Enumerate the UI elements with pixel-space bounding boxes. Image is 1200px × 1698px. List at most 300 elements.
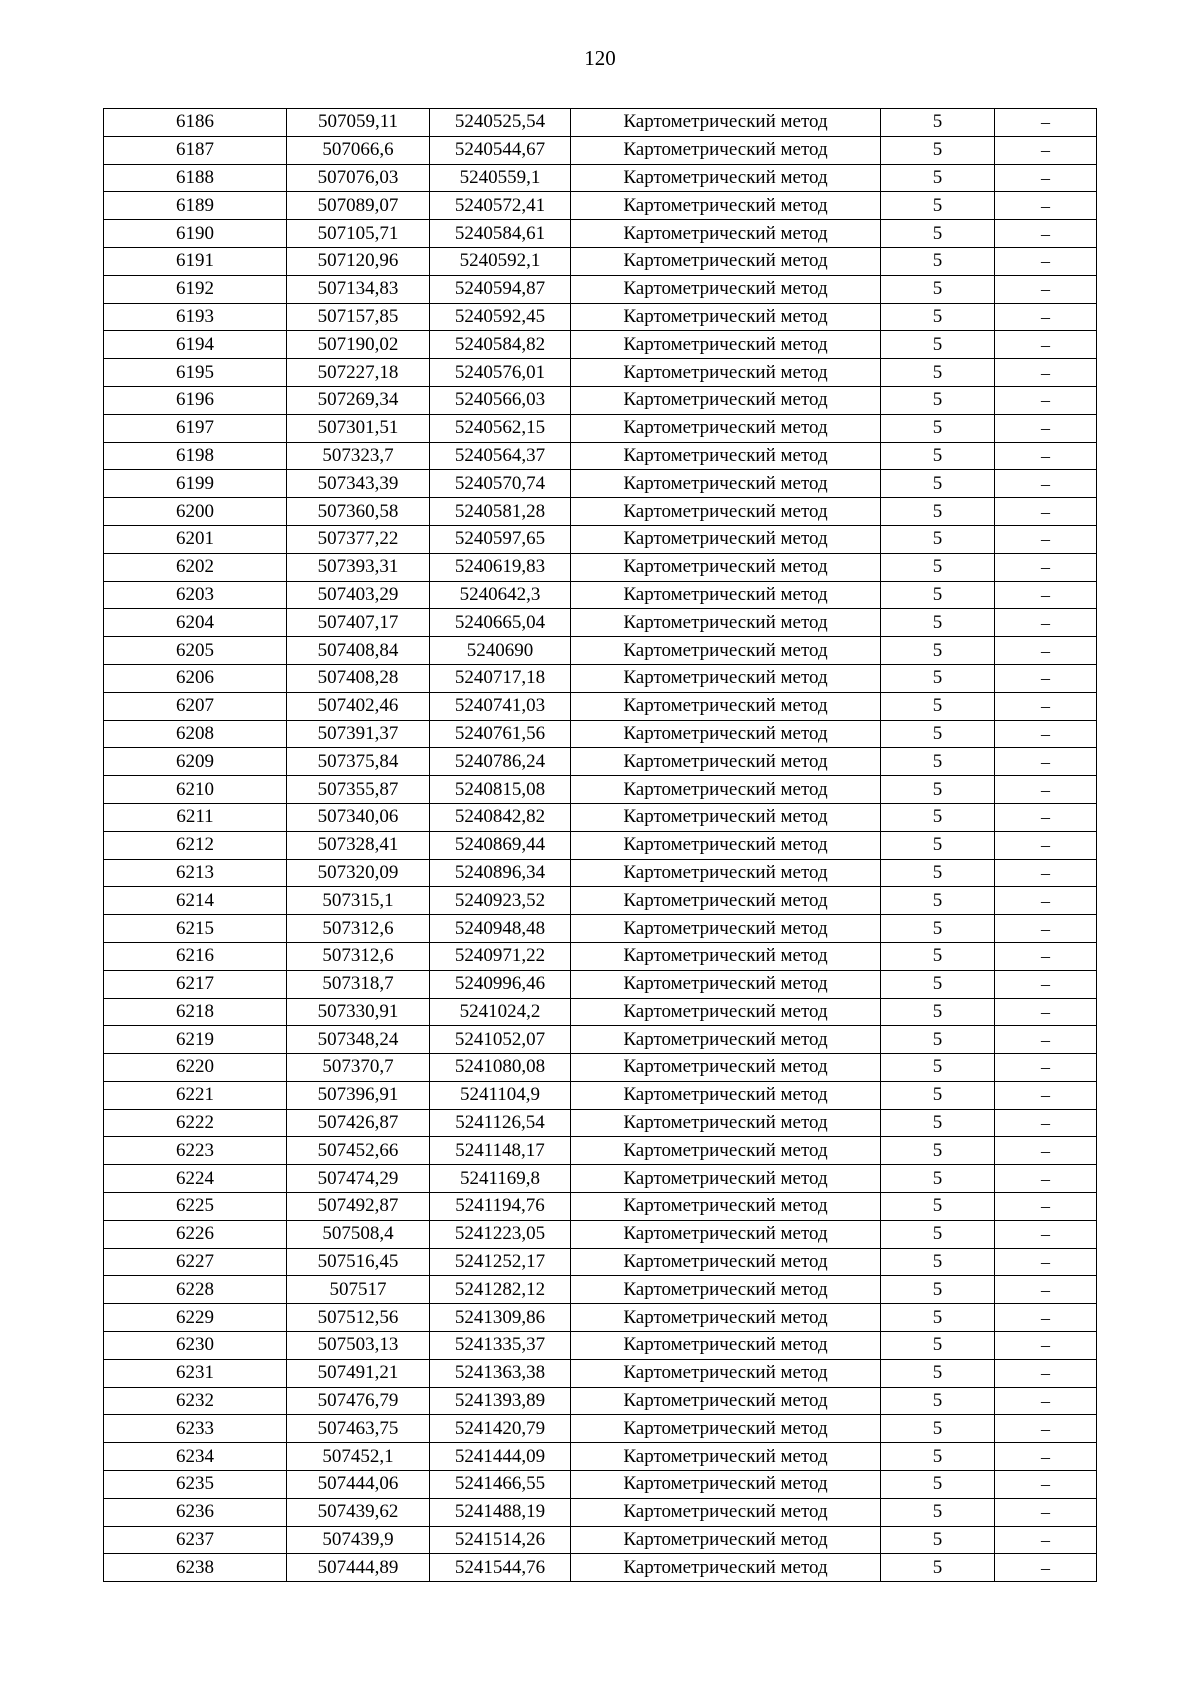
x-coordinate-cell: 507328,41 xyxy=(287,831,430,859)
table-row xyxy=(104,442,1097,470)
table-row xyxy=(104,915,1097,943)
x-coordinate-cell: 507227,18 xyxy=(287,359,430,387)
coordinates-table xyxy=(103,108,1097,1582)
point-number-cell: 6196 xyxy=(104,386,287,414)
table-row xyxy=(104,220,1097,248)
table-row xyxy=(104,1248,1097,1276)
table-row xyxy=(104,1054,1097,1082)
note-cell: – xyxy=(995,359,1097,387)
x-coordinate-cell: 507377,22 xyxy=(287,525,430,553)
table-row xyxy=(104,136,1097,164)
table-row xyxy=(104,1137,1097,1165)
x-coordinate-cell: 507323,7 xyxy=(287,442,430,470)
note-cell: – xyxy=(995,553,1097,581)
method-cell: Картометрический метод xyxy=(571,275,881,303)
table-row xyxy=(104,859,1097,887)
accuracy-cell: 5 xyxy=(881,692,995,720)
method-cell: Картометрический метод xyxy=(571,136,881,164)
method-cell: Картометрический метод xyxy=(571,998,881,1026)
point-number-cell: 6230 xyxy=(104,1332,287,1360)
accuracy-cell: 5 xyxy=(881,942,995,970)
note-cell: – xyxy=(995,748,1097,776)
point-number-cell: 6197 xyxy=(104,414,287,442)
x-coordinate-cell: 507315,1 xyxy=(287,887,430,915)
method-cell: Картометрический метод xyxy=(571,1387,881,1415)
point-number-cell: 6194 xyxy=(104,331,287,359)
y-coordinate-cell: 5240564,37 xyxy=(430,442,571,470)
point-number-cell: 6192 xyxy=(104,275,287,303)
y-coordinate-cell: 5241282,12 xyxy=(430,1276,571,1304)
y-coordinate-cell: 5241148,17 xyxy=(430,1137,571,1165)
x-coordinate-cell: 507089,07 xyxy=(287,192,430,220)
table-row xyxy=(104,664,1097,692)
table-row xyxy=(104,720,1097,748)
y-coordinate-cell: 5240584,61 xyxy=(430,220,571,248)
accuracy-cell: 5 xyxy=(881,1304,995,1332)
note-cell: – xyxy=(995,720,1097,748)
y-coordinate-cell: 5240570,74 xyxy=(430,470,571,498)
x-coordinate-cell: 507370,7 xyxy=(287,1054,430,1082)
note-cell: – xyxy=(995,1415,1097,1443)
table-row xyxy=(104,1387,1097,1415)
y-coordinate-cell: 5240869,44 xyxy=(430,831,571,859)
note-cell: – xyxy=(995,1359,1097,1387)
y-coordinate-cell: 5240923,52 xyxy=(430,887,571,915)
x-coordinate-cell: 507439,62 xyxy=(287,1498,430,1526)
note-cell: – xyxy=(995,887,1097,915)
x-coordinate-cell: 507348,24 xyxy=(287,1026,430,1054)
method-cell: Картометрический метод xyxy=(571,1415,881,1443)
x-coordinate-cell: 507402,46 xyxy=(287,692,430,720)
point-number-cell: 6208 xyxy=(104,720,287,748)
point-number-cell: 6193 xyxy=(104,303,287,331)
method-cell: Картометрический метод xyxy=(571,831,881,859)
note-cell: – xyxy=(995,859,1097,887)
x-coordinate-cell: 507066,6 xyxy=(287,136,430,164)
point-number-cell: 6228 xyxy=(104,1276,287,1304)
point-number-cell: 6237 xyxy=(104,1526,287,1554)
point-number-cell: 6210 xyxy=(104,776,287,804)
x-coordinate-cell: 507312,6 xyxy=(287,915,430,943)
accuracy-cell: 5 xyxy=(881,1109,995,1137)
method-cell: Картометрический метод xyxy=(571,1109,881,1137)
point-number-cell: 6205 xyxy=(104,637,287,665)
y-coordinate-cell: 5240665,04 xyxy=(430,609,571,637)
table-row xyxy=(104,1109,1097,1137)
y-coordinate-cell: 5240948,48 xyxy=(430,915,571,943)
table-row xyxy=(104,803,1097,831)
x-coordinate-cell: 507360,58 xyxy=(287,498,430,526)
x-coordinate-cell: 507444,89 xyxy=(287,1554,430,1582)
method-cell: Картометрический метод xyxy=(571,470,881,498)
table-row xyxy=(104,1526,1097,1554)
x-coordinate-cell: 507340,06 xyxy=(287,803,430,831)
accuracy-cell: 5 xyxy=(881,1471,995,1499)
point-number-cell: 6195 xyxy=(104,359,287,387)
accuracy-cell: 5 xyxy=(881,1054,995,1082)
y-coordinate-cell: 5241194,76 xyxy=(430,1193,571,1221)
table-row xyxy=(104,887,1097,915)
note-cell: – xyxy=(995,637,1097,665)
point-number-cell: 6226 xyxy=(104,1220,287,1248)
point-number-cell: 6227 xyxy=(104,1248,287,1276)
x-coordinate-cell: 507403,29 xyxy=(287,581,430,609)
x-coordinate-cell: 507517 xyxy=(287,1276,430,1304)
accuracy-cell: 5 xyxy=(881,609,995,637)
note-cell: – xyxy=(995,831,1097,859)
x-coordinate-cell: 507408,84 xyxy=(287,637,430,665)
y-coordinate-cell: 5240581,28 xyxy=(430,498,571,526)
point-number-cell: 6186 xyxy=(104,109,287,137)
method-cell: Картометрический метод xyxy=(571,748,881,776)
accuracy-cell: 5 xyxy=(881,442,995,470)
point-number-cell: 6214 xyxy=(104,887,287,915)
method-cell: Картометрический метод xyxy=(571,776,881,804)
point-number-cell: 6234 xyxy=(104,1443,287,1471)
note-cell: – xyxy=(995,331,1097,359)
table-row xyxy=(104,525,1097,553)
note-cell: – xyxy=(995,136,1097,164)
note-cell: – xyxy=(995,609,1097,637)
point-number-cell: 6233 xyxy=(104,1415,287,1443)
accuracy-cell: 5 xyxy=(881,1248,995,1276)
accuracy-cell: 5 xyxy=(881,1276,995,1304)
accuracy-cell: 5 xyxy=(881,303,995,331)
x-coordinate-cell: 507190,02 xyxy=(287,331,430,359)
note-cell: – xyxy=(995,1276,1097,1304)
table-row xyxy=(104,331,1097,359)
method-cell: Картометрический метод xyxy=(571,1248,881,1276)
point-number-cell: 6199 xyxy=(104,470,287,498)
x-coordinate-cell: 507492,87 xyxy=(287,1193,430,1221)
method-cell: Картометрический метод xyxy=(571,1526,881,1554)
note-cell: – xyxy=(995,1443,1097,1471)
x-coordinate-cell: 507330,91 xyxy=(287,998,430,1026)
note-cell: – xyxy=(995,664,1097,692)
method-cell: Картометрический метод xyxy=(571,1081,881,1109)
table-row xyxy=(104,359,1097,387)
y-coordinate-cell: 5240576,01 xyxy=(430,359,571,387)
y-coordinate-cell: 5241444,09 xyxy=(430,1443,571,1471)
table-row xyxy=(104,692,1097,720)
point-number-cell: 6219 xyxy=(104,1026,287,1054)
accuracy-cell: 5 xyxy=(881,1332,995,1360)
note-cell: – xyxy=(995,1554,1097,1582)
point-number-cell: 6187 xyxy=(104,136,287,164)
y-coordinate-cell: 5241169,8 xyxy=(430,1165,571,1193)
table-row xyxy=(104,1165,1097,1193)
y-coordinate-cell: 5241488,19 xyxy=(430,1498,571,1526)
x-coordinate-cell: 507426,87 xyxy=(287,1109,430,1137)
accuracy-cell: 5 xyxy=(881,553,995,581)
accuracy-cell: 5 xyxy=(881,109,995,137)
method-cell: Картометрический метод xyxy=(571,915,881,943)
point-number-cell: 6209 xyxy=(104,748,287,776)
accuracy-cell: 5 xyxy=(881,136,995,164)
note-cell: – xyxy=(995,998,1097,1026)
method-cell: Картометрический метод xyxy=(571,303,881,331)
y-coordinate-cell: 5240592,45 xyxy=(430,303,571,331)
method-cell: Картометрический метод xyxy=(571,1332,881,1360)
y-coordinate-cell: 5241223,05 xyxy=(430,1220,571,1248)
accuracy-cell: 5 xyxy=(881,581,995,609)
point-number-cell: 6202 xyxy=(104,553,287,581)
accuracy-cell: 5 xyxy=(881,220,995,248)
point-number-cell: 6236 xyxy=(104,1498,287,1526)
note-cell: – xyxy=(995,1471,1097,1499)
accuracy-cell: 5 xyxy=(881,1498,995,1526)
method-cell: Картометрический метод xyxy=(571,1137,881,1165)
y-coordinate-cell: 5241335,37 xyxy=(430,1332,571,1360)
note-cell: – xyxy=(995,109,1097,137)
note-cell: – xyxy=(995,164,1097,192)
method-cell: Картометрический метод xyxy=(571,442,881,470)
x-coordinate-cell: 507355,87 xyxy=(287,776,430,804)
note-cell: – xyxy=(995,1193,1097,1221)
x-coordinate-cell: 507393,31 xyxy=(287,553,430,581)
method-cell: Картометрический метод xyxy=(571,164,881,192)
point-number-cell: 6201 xyxy=(104,525,287,553)
point-number-cell: 6211 xyxy=(104,803,287,831)
note-cell: – xyxy=(995,386,1097,414)
point-number-cell: 6238 xyxy=(104,1554,287,1582)
method-cell: Картометрический метод xyxy=(571,1443,881,1471)
note-cell: – xyxy=(995,581,1097,609)
note-cell: – xyxy=(995,525,1097,553)
note-cell: – xyxy=(995,1137,1097,1165)
point-number-cell: 6222 xyxy=(104,1109,287,1137)
note-cell: – xyxy=(995,776,1097,804)
table-row xyxy=(104,970,1097,998)
method-cell: Картометрический метод xyxy=(571,1359,881,1387)
y-coordinate-cell: 5240572,41 xyxy=(430,192,571,220)
y-coordinate-cell: 5241052,07 xyxy=(430,1026,571,1054)
table-row xyxy=(104,414,1097,442)
accuracy-cell: 5 xyxy=(881,915,995,943)
x-coordinate-cell: 507516,45 xyxy=(287,1248,430,1276)
table-row xyxy=(104,942,1097,970)
accuracy-cell: 5 xyxy=(881,1526,995,1554)
y-coordinate-cell: 5241544,76 xyxy=(430,1554,571,1582)
point-number-cell: 6223 xyxy=(104,1137,287,1165)
note-cell: – xyxy=(995,247,1097,275)
accuracy-cell: 5 xyxy=(881,525,995,553)
note-cell: – xyxy=(995,1165,1097,1193)
note-cell: – xyxy=(995,1054,1097,1082)
accuracy-cell: 5 xyxy=(881,887,995,915)
note-cell: – xyxy=(995,942,1097,970)
x-coordinate-cell: 507318,7 xyxy=(287,970,430,998)
accuracy-cell: 5 xyxy=(881,1026,995,1054)
table-row xyxy=(104,553,1097,581)
point-number-cell: 6203 xyxy=(104,581,287,609)
point-number-cell: 6231 xyxy=(104,1359,287,1387)
y-coordinate-cell: 5240642,3 xyxy=(430,581,571,609)
y-coordinate-cell: 5240690 xyxy=(430,637,571,665)
method-cell: Картометрический метод xyxy=(571,359,881,387)
table-body xyxy=(104,109,1097,1582)
x-coordinate-cell: 507391,37 xyxy=(287,720,430,748)
method-cell: Картометрический метод xyxy=(571,637,881,665)
point-number-cell: 6212 xyxy=(104,831,287,859)
x-coordinate-cell: 507407,17 xyxy=(287,609,430,637)
y-coordinate-cell: 5240544,67 xyxy=(430,136,571,164)
accuracy-cell: 5 xyxy=(881,998,995,1026)
accuracy-cell: 5 xyxy=(881,664,995,692)
y-coordinate-cell: 5240562,15 xyxy=(430,414,571,442)
x-coordinate-cell: 507320,09 xyxy=(287,859,430,887)
y-coordinate-cell: 5241363,38 xyxy=(430,1359,571,1387)
accuracy-cell: 5 xyxy=(881,720,995,748)
point-number-cell: 6217 xyxy=(104,970,287,998)
note-cell: – xyxy=(995,192,1097,220)
y-coordinate-cell: 5241252,17 xyxy=(430,1248,571,1276)
y-coordinate-cell: 5240619,83 xyxy=(430,553,571,581)
table-row xyxy=(104,498,1097,526)
y-coordinate-cell: 5240761,56 xyxy=(430,720,571,748)
method-cell: Картометрический метод xyxy=(571,247,881,275)
table-row xyxy=(104,776,1097,804)
table-row xyxy=(104,303,1097,331)
method-cell: Картометрический метод xyxy=(571,609,881,637)
accuracy-cell: 5 xyxy=(881,1443,995,1471)
point-number-cell: 6215 xyxy=(104,915,287,943)
y-coordinate-cell: 5241104,9 xyxy=(430,1081,571,1109)
table-row xyxy=(104,1498,1097,1526)
y-coordinate-cell: 5240842,82 xyxy=(430,803,571,831)
note-cell: – xyxy=(995,1387,1097,1415)
note-cell: – xyxy=(995,1498,1097,1526)
note-cell: – xyxy=(995,803,1097,831)
point-number-cell: 6216 xyxy=(104,942,287,970)
y-coordinate-cell: 5241126,54 xyxy=(430,1109,571,1137)
table-row xyxy=(104,1471,1097,1499)
accuracy-cell: 5 xyxy=(881,247,995,275)
point-number-cell: 6200 xyxy=(104,498,287,526)
table-row xyxy=(104,1443,1097,1471)
method-cell: Картометрический метод xyxy=(571,942,881,970)
table-row xyxy=(104,831,1097,859)
accuracy-cell: 5 xyxy=(881,776,995,804)
table-row xyxy=(104,1081,1097,1109)
accuracy-cell: 5 xyxy=(881,470,995,498)
point-number-cell: 6188 xyxy=(104,164,287,192)
accuracy-cell: 5 xyxy=(881,331,995,359)
y-coordinate-cell: 5240559,1 xyxy=(430,164,571,192)
note-cell: – xyxy=(995,470,1097,498)
x-coordinate-cell: 507452,66 xyxy=(287,1137,430,1165)
table-row xyxy=(104,581,1097,609)
point-number-cell: 6224 xyxy=(104,1165,287,1193)
point-number-cell: 6213 xyxy=(104,859,287,887)
note-cell: – xyxy=(995,275,1097,303)
table-row xyxy=(104,192,1097,220)
method-cell: Картометрический метод xyxy=(571,386,881,414)
method-cell: Картометрический метод xyxy=(571,1220,881,1248)
method-cell: Картометрический метод xyxy=(571,1193,881,1221)
x-coordinate-cell: 507343,39 xyxy=(287,470,430,498)
note-cell: – xyxy=(995,970,1097,998)
x-coordinate-cell: 507076,03 xyxy=(287,164,430,192)
method-cell: Картометрический метод xyxy=(571,887,881,915)
accuracy-cell: 5 xyxy=(881,803,995,831)
method-cell: Картометрический метод xyxy=(571,498,881,526)
note-cell: – xyxy=(995,1026,1097,1054)
table-row xyxy=(104,1554,1097,1582)
point-number-cell: 6229 xyxy=(104,1304,287,1332)
method-cell: Картометрический метод xyxy=(571,331,881,359)
note-cell: – xyxy=(995,414,1097,442)
method-cell: Картометрический метод xyxy=(571,220,881,248)
accuracy-cell: 5 xyxy=(881,164,995,192)
method-cell: Картометрический метод xyxy=(571,109,881,137)
note-cell: – xyxy=(995,442,1097,470)
x-coordinate-cell: 507439,9 xyxy=(287,1526,430,1554)
accuracy-cell: 5 xyxy=(881,859,995,887)
accuracy-cell: 5 xyxy=(881,1359,995,1387)
method-cell: Картометрический метод xyxy=(571,859,881,887)
y-coordinate-cell: 5240741,03 xyxy=(430,692,571,720)
accuracy-cell: 5 xyxy=(881,831,995,859)
x-coordinate-cell: 507408,28 xyxy=(287,664,430,692)
accuracy-cell: 5 xyxy=(881,1081,995,1109)
point-number-cell: 6189 xyxy=(104,192,287,220)
table-row xyxy=(104,1304,1097,1332)
method-cell: Картометрический метод xyxy=(571,720,881,748)
y-coordinate-cell: 5240525,54 xyxy=(430,109,571,137)
point-number-cell: 6225 xyxy=(104,1193,287,1221)
method-cell: Картометрический метод xyxy=(571,192,881,220)
table-row xyxy=(104,637,1097,665)
accuracy-cell: 5 xyxy=(881,1415,995,1443)
point-number-cell: 6191 xyxy=(104,247,287,275)
y-coordinate-cell: 5240815,08 xyxy=(430,776,571,804)
y-coordinate-cell: 5240786,24 xyxy=(430,748,571,776)
page-number: 120 xyxy=(584,46,616,70)
accuracy-cell: 5 xyxy=(881,498,995,526)
note-cell: – xyxy=(995,1081,1097,1109)
y-coordinate-cell: 5241514,26 xyxy=(430,1526,571,1554)
point-number-cell: 6204 xyxy=(104,609,287,637)
x-coordinate-cell: 507120,96 xyxy=(287,247,430,275)
table-row xyxy=(104,1026,1097,1054)
y-coordinate-cell: 5241420,79 xyxy=(430,1415,571,1443)
point-number-cell: 6221 xyxy=(104,1081,287,1109)
note-cell: – xyxy=(995,1220,1097,1248)
table-row xyxy=(104,998,1097,1026)
note-cell: – xyxy=(995,1248,1097,1276)
accuracy-cell: 5 xyxy=(881,637,995,665)
table-row xyxy=(104,609,1097,637)
accuracy-cell: 5 xyxy=(881,359,995,387)
x-coordinate-cell: 507474,29 xyxy=(287,1165,430,1193)
note-cell: – xyxy=(995,1332,1097,1360)
table-row xyxy=(104,1276,1097,1304)
point-number-cell: 6198 xyxy=(104,442,287,470)
y-coordinate-cell: 5240971,22 xyxy=(430,942,571,970)
y-coordinate-cell: 5240592,1 xyxy=(430,247,571,275)
note-cell: – xyxy=(995,915,1097,943)
accuracy-cell: 5 xyxy=(881,1387,995,1415)
point-number-cell: 6218 xyxy=(104,998,287,1026)
accuracy-cell: 5 xyxy=(881,1193,995,1221)
method-cell: Картометрический метод xyxy=(571,525,881,553)
method-cell: Картометрический метод xyxy=(571,1165,881,1193)
accuracy-cell: 5 xyxy=(881,414,995,442)
method-cell: Картометрический метод xyxy=(571,581,881,609)
point-number-cell: 6235 xyxy=(104,1471,287,1499)
table-row xyxy=(104,1220,1097,1248)
